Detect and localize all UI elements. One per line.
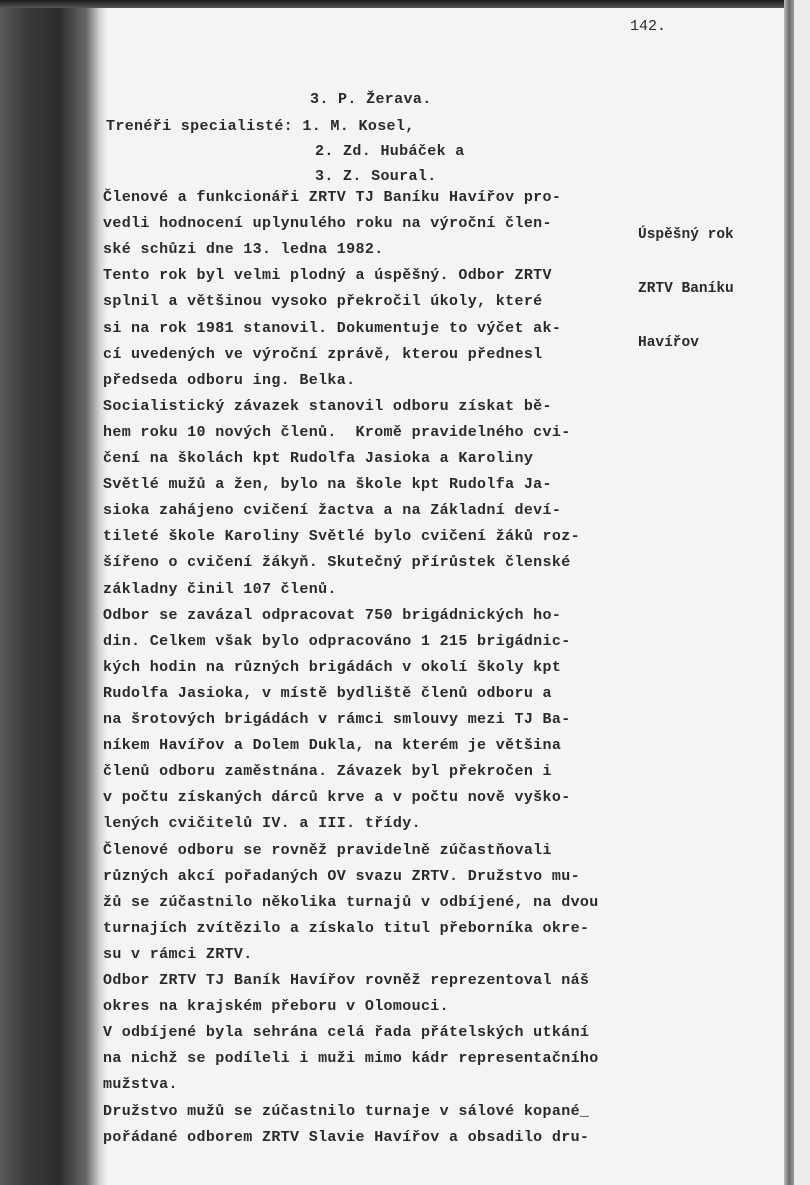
body-line: okres na krajském přeboru v Olomouci. bbox=[103, 998, 450, 1016]
body-line: cí uvedených ve výroční zprávě, kterou přednesl bbox=[103, 345, 543, 363]
body-line: ské schůzi dne 13. ledna 1982. bbox=[103, 241, 384, 259]
body-line: Družstvo mužů se zúčastnilo turnaje v sálové kopané_ bbox=[103, 1102, 590, 1120]
margin-note-line: Úspěšný rok bbox=[638, 227, 734, 243]
page-number: 142. bbox=[630, 18, 667, 35]
scan-top-edge bbox=[0, 0, 810, 8]
body-line: na nichž se podíleli i muži mimo kádr representačního bbox=[103, 1050, 599, 1068]
body-line: Rudolfa Jasioka, v místě bydliště členů odboru a bbox=[103, 684, 552, 702]
body-line: kých hodin na různých brigádách v okolí školy kpt bbox=[103, 658, 562, 676]
scan-right-margin bbox=[794, 0, 810, 1185]
body-line: Odbor ZRTV TJ Baník Havířov rovněž reprezentoval náš bbox=[103, 972, 590, 989]
body-line: splnil a většinou vysoko překročil úkoly, které bbox=[103, 293, 543, 311]
body-line: su v rámci ZRTV. bbox=[103, 945, 253, 963]
body-line: Tento rok byl velmi plodný a úspěšný. Odbor ZRTV bbox=[103, 267, 552, 285]
body-line: žů se zúčastnilo několika turnajů v odbíjené, na dvou bbox=[103, 893, 599, 911]
body-line: mužstva. bbox=[103, 1076, 178, 1094]
body-line: V odbíjené byla sehrána celá řada přátelských utkání bbox=[103, 1024, 590, 1042]
body-line: Světlé mužů a žen, bylo na škole kpt Rudolfa Ja- bbox=[103, 476, 552, 494]
body-line: Odbor se zavázal odpracovat 750 brigádnických ho- bbox=[103, 606, 562, 624]
body-line: různých akcí pořadaných OV svazu ZRTV. Družstvo mu- bbox=[103, 867, 580, 885]
body-line: tileté škole Karoliny Světlé bylo cvičení žáků roz- bbox=[103, 528, 580, 546]
body-line: předseda odboru ing. Belka. bbox=[103, 371, 356, 389]
body-line: Socialistický závazek stanovil odboru získat bě- bbox=[103, 397, 552, 415]
body-line: čení na školách kpt Rudolfa Jasioka a Karoliny bbox=[103, 450, 534, 467]
body-line: Členové odboru se rovněž pravidelně zúčastňovali bbox=[103, 841, 552, 859]
body-line: lených cvičitelů IV. a III. třídy. bbox=[103, 815, 421, 833]
body-line: hem roku 10 nových členů. Kromě pravidelného cvi- bbox=[103, 423, 571, 441]
body-line: šířeno o cvičení žákyň. Skutečný přírůstek členské bbox=[103, 554, 571, 572]
body-line: na šrotových brigádách v rámci smlouvy mezi TJ Ba- bbox=[103, 711, 571, 728]
page-right-edge bbox=[784, 0, 794, 1185]
header-line: 3. Z. Soural. bbox=[315, 168, 437, 185]
body-line: základny činil 107 členů. bbox=[103, 580, 337, 598]
header-line: Trenéři specialisté: 1. M. Kosel, bbox=[106, 118, 415, 135]
body-line: sioka zahájeno cvičení žactva a na Základní deví- bbox=[103, 502, 562, 520]
book-binding-shadow bbox=[0, 0, 108, 1185]
body-line: si na rok 1981 stanovil. Dokumentuje to výčet ak- bbox=[103, 319, 562, 337]
body-line: vedli hodnocení uplynulého roku na výroční člen- bbox=[103, 215, 552, 233]
body-line: členů odboru zaměstnána. Závazek byl překročen i bbox=[103, 763, 552, 781]
margin-note-line: Havířov bbox=[638, 335, 699, 351]
margin-note bbox=[638, 190, 734, 370]
body-line: Členové a funkcionáři ZRTV TJ Baníku Havířov pro- bbox=[103, 189, 562, 206]
margin-note-line: ZRTV Baníku bbox=[638, 281, 734, 297]
body-line: pořádané odborem ZRTV Slavie Havířov a obsadilo dru- bbox=[103, 1128, 590, 1146]
header-line: 2. Zd. Hubáček a bbox=[315, 143, 465, 160]
body-line: din. Celkem však bylo odpracováno 1 215 brigádnic- bbox=[103, 632, 571, 650]
body-line: níkem Havířov a Dolem Dukla, na kterém je většina bbox=[103, 737, 562, 755]
body-line: v počtu získaných dárců krve a v počtu nově vyško- bbox=[103, 789, 571, 807]
body-line: turnajích zvítězilo a získalo titul přeborníka okre- bbox=[103, 919, 590, 937]
header-line: 3. P. Žerava. bbox=[310, 91, 432, 108]
